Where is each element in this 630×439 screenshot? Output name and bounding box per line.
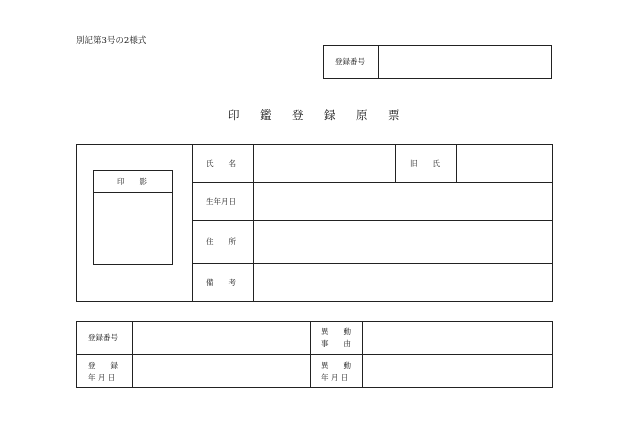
title-char: 印 — [228, 108, 240, 122]
remarks-label: 備 考 — [206, 278, 236, 287]
title-char: 録 — [324, 108, 336, 122]
top-registration-number-box — [323, 45, 552, 79]
form-number-label: 別記第3号の2様式 — [76, 36, 147, 46]
name-field[interactable] — [255, 145, 394, 182]
seal-label: 印 影 — [117, 177, 147, 186]
change-reason-label: 異 動 — [321, 327, 351, 336]
birthdate-label: 生年月日 — [206, 197, 236, 206]
title-char: 票 — [388, 108, 400, 122]
former-name-field[interactable] — [458, 145, 552, 182]
bottom-record-table — [76, 321, 553, 388]
seal-impression-area[interactable] — [94, 193, 172, 264]
top-registration-number-label: 登録番号 — [335, 57, 365, 66]
registration-date-label-line2: 年 月 日 — [88, 373, 116, 382]
name-label: 氏 名 — [206, 159, 236, 168]
top-registration-number-field[interactable] — [380, 46, 550, 78]
title-char: 原 — [356, 108, 368, 122]
title-char: 登 — [292, 108, 304, 122]
change-reason-field[interactable] — [364, 322, 552, 354]
registration-date-field[interactable] — [134, 355, 309, 387]
form-title — [228, 107, 420, 123]
former-name-label: 旧 氏 — [410, 159, 440, 168]
change-date-label: 異 動 — [321, 361, 351, 370]
bottom-registration-number-field[interactable] — [134, 322, 309, 354]
change-date-field[interactable] — [364, 355, 552, 387]
change-reason-label-line2: 事 由 — [321, 339, 351, 348]
change-date-label-line2: 年 月 日 — [321, 373, 349, 382]
main-registration-table — [76, 144, 553, 302]
title-char: 鑑 — [260, 108, 272, 122]
seal-impression-box — [93, 170, 173, 265]
birthdate-field[interactable] — [255, 183, 552, 220]
address-field[interactable] — [255, 221, 552, 263]
remarks-field[interactable] — [255, 264, 552, 301]
address-label: 住 所 — [206, 237, 236, 246]
bottom-registration-number-label: 登録番号 — [88, 333, 118, 342]
registration-date-label: 登 録 — [88, 361, 118, 370]
